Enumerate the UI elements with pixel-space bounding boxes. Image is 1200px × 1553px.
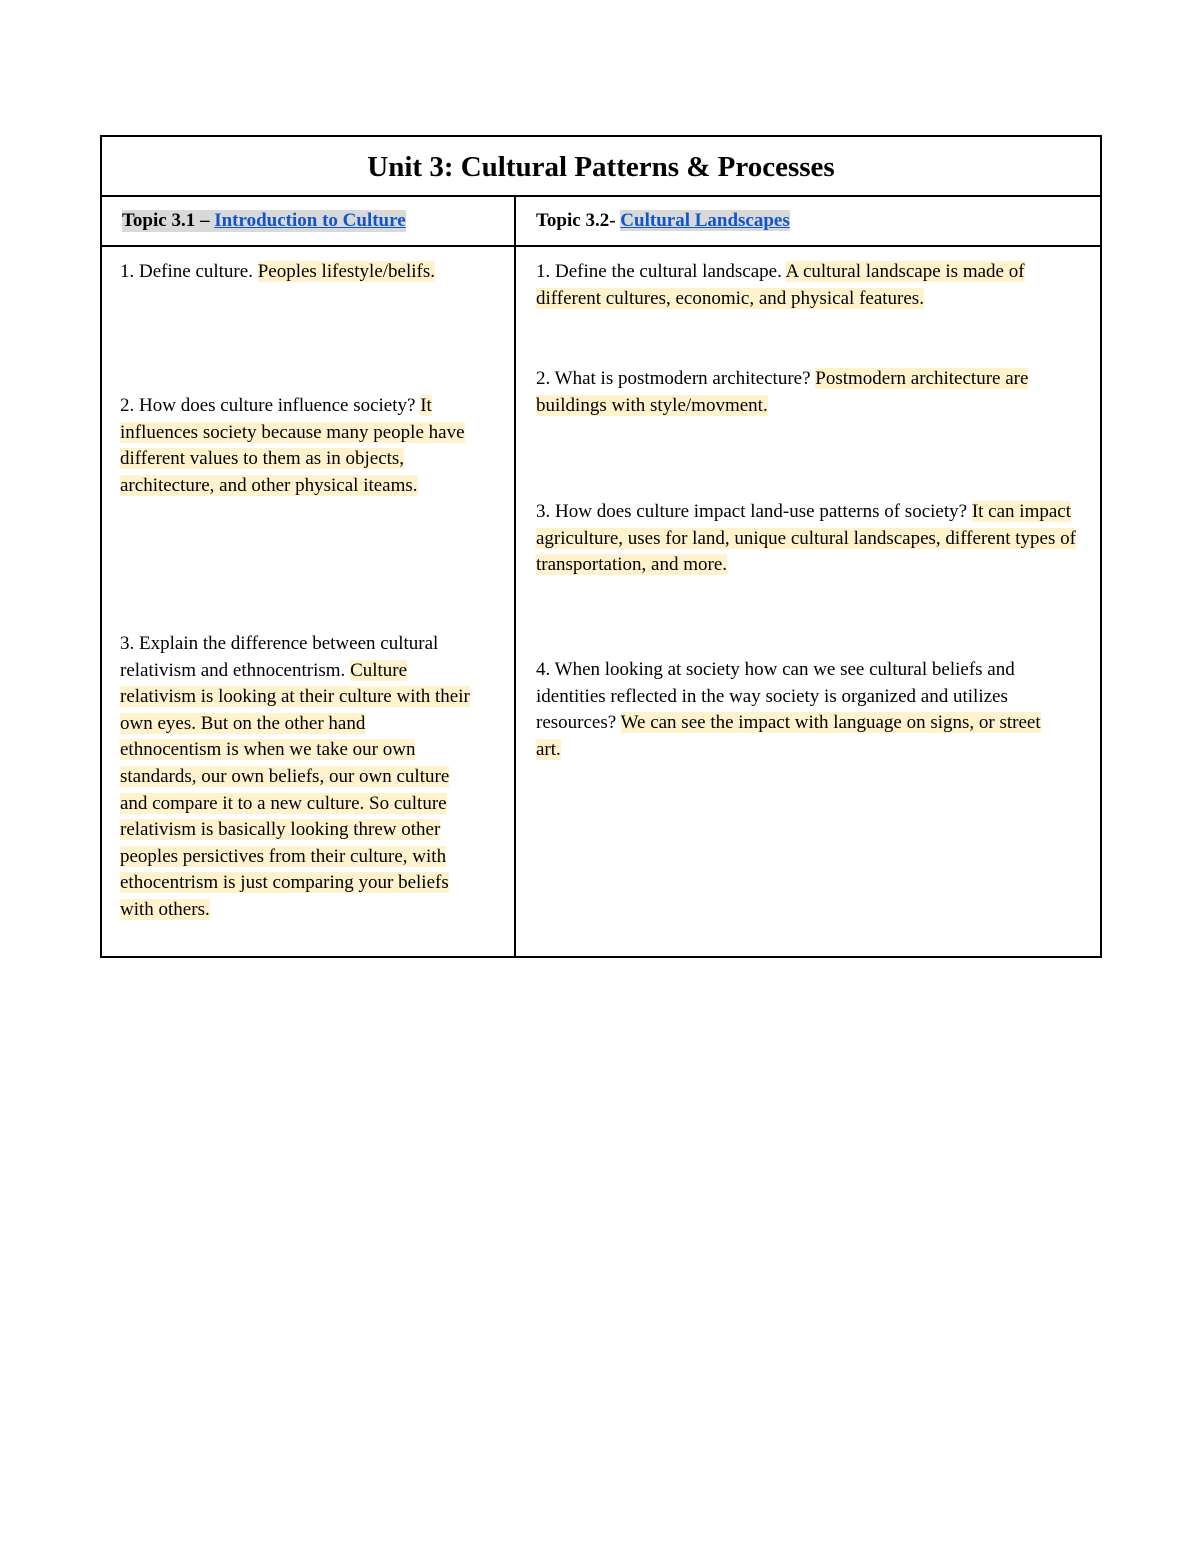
question-text: 1. Define the cultural landscape. — [536, 261, 786, 282]
right-question-1 — [536, 259, 1086, 312]
topic-3-2-link[interactable]: Cultural Landscapes — [620, 210, 790, 231]
answer-text: It can impact agriculture, uses for land, unique cultural landscapes, different types of transportation, and more. — [536, 501, 1076, 576]
topic-3-1-label: Topic 3.1 — [122, 210, 196, 231]
right-question-2 — [536, 366, 1081, 419]
answer-text: Culture relativism is looking at their culture with their own eyes. But on the other hand ethnocentism is when we take our own standards, our own beliefs, our own culture and compare it to a new culture. So culture relativism is basically looking threw other peoples persictives from their culture, with ethocentrism is just comparing your beliefs with others. — [120, 659, 470, 920]
topic-3-2-header — [516, 197, 1100, 245]
question-text: 1. Define culture. — [120, 261, 258, 282]
topic-3-2-separator: - — [609, 210, 621, 231]
questions-row — [102, 247, 1100, 956]
topic-3-1-link[interactable]: Introduction to Culture — [214, 210, 406, 231]
title-row — [102, 137, 1100, 197]
question-text: 2. How does culture influence society? — [120, 395, 421, 416]
answer-text: Postmodern architecture are buildings with style/movment. — [536, 368, 1029, 416]
left-question-1 — [120, 259, 500, 286]
unit-table — [100, 135, 1102, 958]
answer-text: It influences society because many people have different values to them as in objects, architecture, and other physical iteams. — [120, 395, 465, 496]
right-question-3 — [536, 499, 1091, 579]
topic-3-2-label: Topic 3.2 — [536, 210, 610, 231]
answer-text: We can see the impact with language on signs, or street art. — [536, 712, 1041, 760]
answer-text: A cultural landscape is made of different cultures, economic, and physical features. — [536, 261, 1025, 309]
question-text: 4. When looking at society how can we see cultural beliefs and identities reflected in the way society is organized and utilizes resources? — [536, 659, 1015, 734]
topic-3-1-separator: – — [195, 210, 215, 231]
question-text: 3. How does culture impact land-use patterns of society? — [536, 501, 972, 522]
topic-header-row — [102, 197, 1100, 247]
page-title: Unit 3: Cultural Patterns & Processes — [367, 150, 835, 183]
left-question-3 — [120, 631, 470, 924]
topic-3-2-heading — [536, 210, 790, 232]
question-text: 3. Explain the difference between cultural relativism and ethnocentrism. — [120, 633, 439, 681]
topic-3-2-questions — [516, 247, 1100, 956]
left-question-2 — [120, 393, 498, 499]
topic-3-1-questions — [102, 247, 516, 956]
topic-3-1-heading — [122, 210, 406, 232]
answer-text: Peoples lifestyle/belifs. — [257, 261, 436, 282]
topic-3-1-header — [102, 197, 516, 245]
question-text: 2. What is postmodern architecture? — [536, 368, 816, 389]
right-question-4 — [536, 657, 1066, 763]
